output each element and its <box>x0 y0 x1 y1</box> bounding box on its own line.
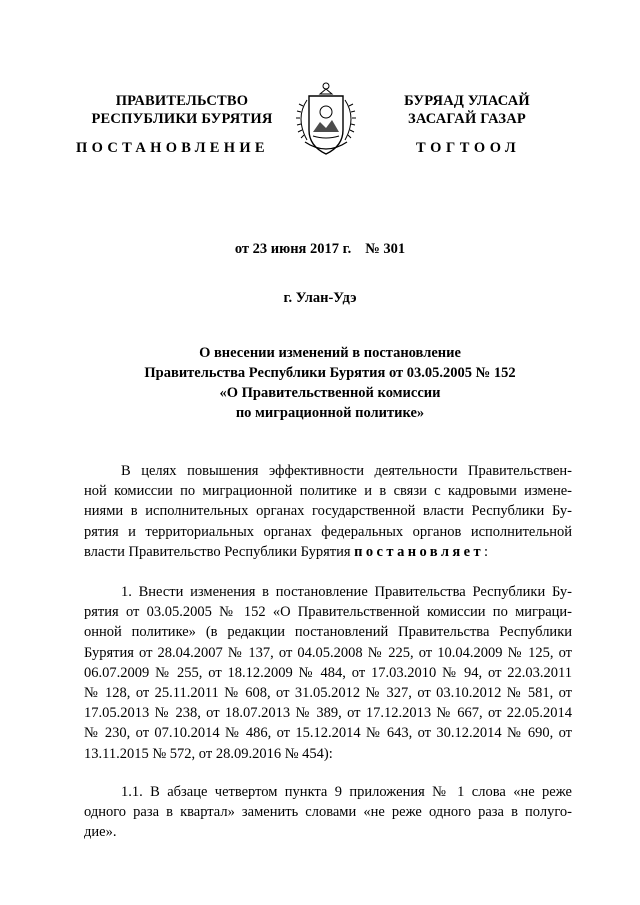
title-line: Правительства Республики Бурятия от 03.05.2005 № 152 <box>144 365 516 381</box>
text-line: ной комиссии по миграционной политике и в связи с кадровыми измене- <box>84 483 572 500</box>
text-line: 1. Внести изменения в постановление Правительства Республики Бу- <box>121 584 572 600</box>
preamble-colon: : <box>483 543 488 560</box>
date-number-line <box>0 241 640 258</box>
text-line: дие». <box>84 824 117 841</box>
header-right <box>372 92 562 128</box>
header-right-line1: БУРЯАД УЛАСАЙ <box>404 93 530 109</box>
text-line: 17.05.2013 № 238, от 18.07.2013 № 389, от 17.12.2013 № 667, от 22.05.2014 <box>84 705 572 722</box>
text-line: 13.11.2015 № 572, от 28.09.2016 № 454): <box>84 745 333 762</box>
doc-number: № 301 <box>365 241 406 257</box>
doc-title <box>80 343 580 423</box>
preamble-last-text: власти Правительство Республики Бурятия <box>84 543 351 560</box>
preamble-paragraph <box>84 461 572 562</box>
item-1-paragraph <box>84 582 572 764</box>
doc-date: от 23 июня 2017 г. <box>234 241 352 257</box>
header-left <box>82 92 282 128</box>
coat-of-arms-icon <box>289 78 363 158</box>
item-1-1-paragraph <box>84 782 572 843</box>
title-line: «О Правительственной комиссии <box>219 385 441 401</box>
text-line <box>84 542 572 562</box>
text-line: В целях повышения эффективности деятельности Правительствен- <box>121 463 572 479</box>
text-line: Бурятия от 28.04.2007 № 137, от 04.05.2008 № 225, от 10.04.2009 № 125, от <box>84 644 572 661</box>
title-line: по миграционной политике» <box>235 405 425 421</box>
text-line: 06.07.2009 № 255, от 18.12.2009 № 484, от 17.03.2010 № 94, от 22.03.2011 <box>84 664 572 681</box>
text-line: одного раза в квартал» заменить словами «не реже одного раза в полуго- <box>84 804 572 821</box>
doc-type-bua: ТОГТООЛ <box>416 140 521 156</box>
header-left-line1: ПРАВИТЕЛЬСТВО <box>115 93 249 109</box>
text-line: 1.1. В абзаце четвертом пункта 9 приложения № 1 слова «не реже <box>121 784 572 800</box>
text-line: № 230, от 07.10.2014 № 486, от 15.12.2014 № 643, от 30.12.2014 № 690, от <box>84 725 572 742</box>
text-line: ниями в исполнительных органах государственной власти Республики Бу- <box>84 503 572 520</box>
title-line: О внесении изменений в постановление <box>199 345 461 361</box>
text-line: № 128, от 25.11.2011 № 608, от 31.05.2012 № 327, от 03.10.2012 № 581, от <box>84 685 572 702</box>
resolves-emphasis: постановляет <box>354 543 484 560</box>
header-left-line2: РЕСПУБЛИКИ БУРЯТИЯ <box>91 111 273 127</box>
doc-city: г. Улан-Удэ <box>283 290 357 306</box>
text-line: онной политике» (в редакции постановлений Правительства Республики <box>84 624 572 641</box>
text-line: рятия от 03.05.2005 № 152 «О Правительственной комиссии по миграци- <box>84 604 572 621</box>
doc-type-ru: ПОСТАНОВЛЕНИЕ <box>76 140 269 156</box>
header-right-line2: ЗАСАГАЙ ГАЗАР <box>408 111 526 127</box>
text-line: рятия и территориальных органах федеральных органов исполнительной <box>84 523 572 540</box>
